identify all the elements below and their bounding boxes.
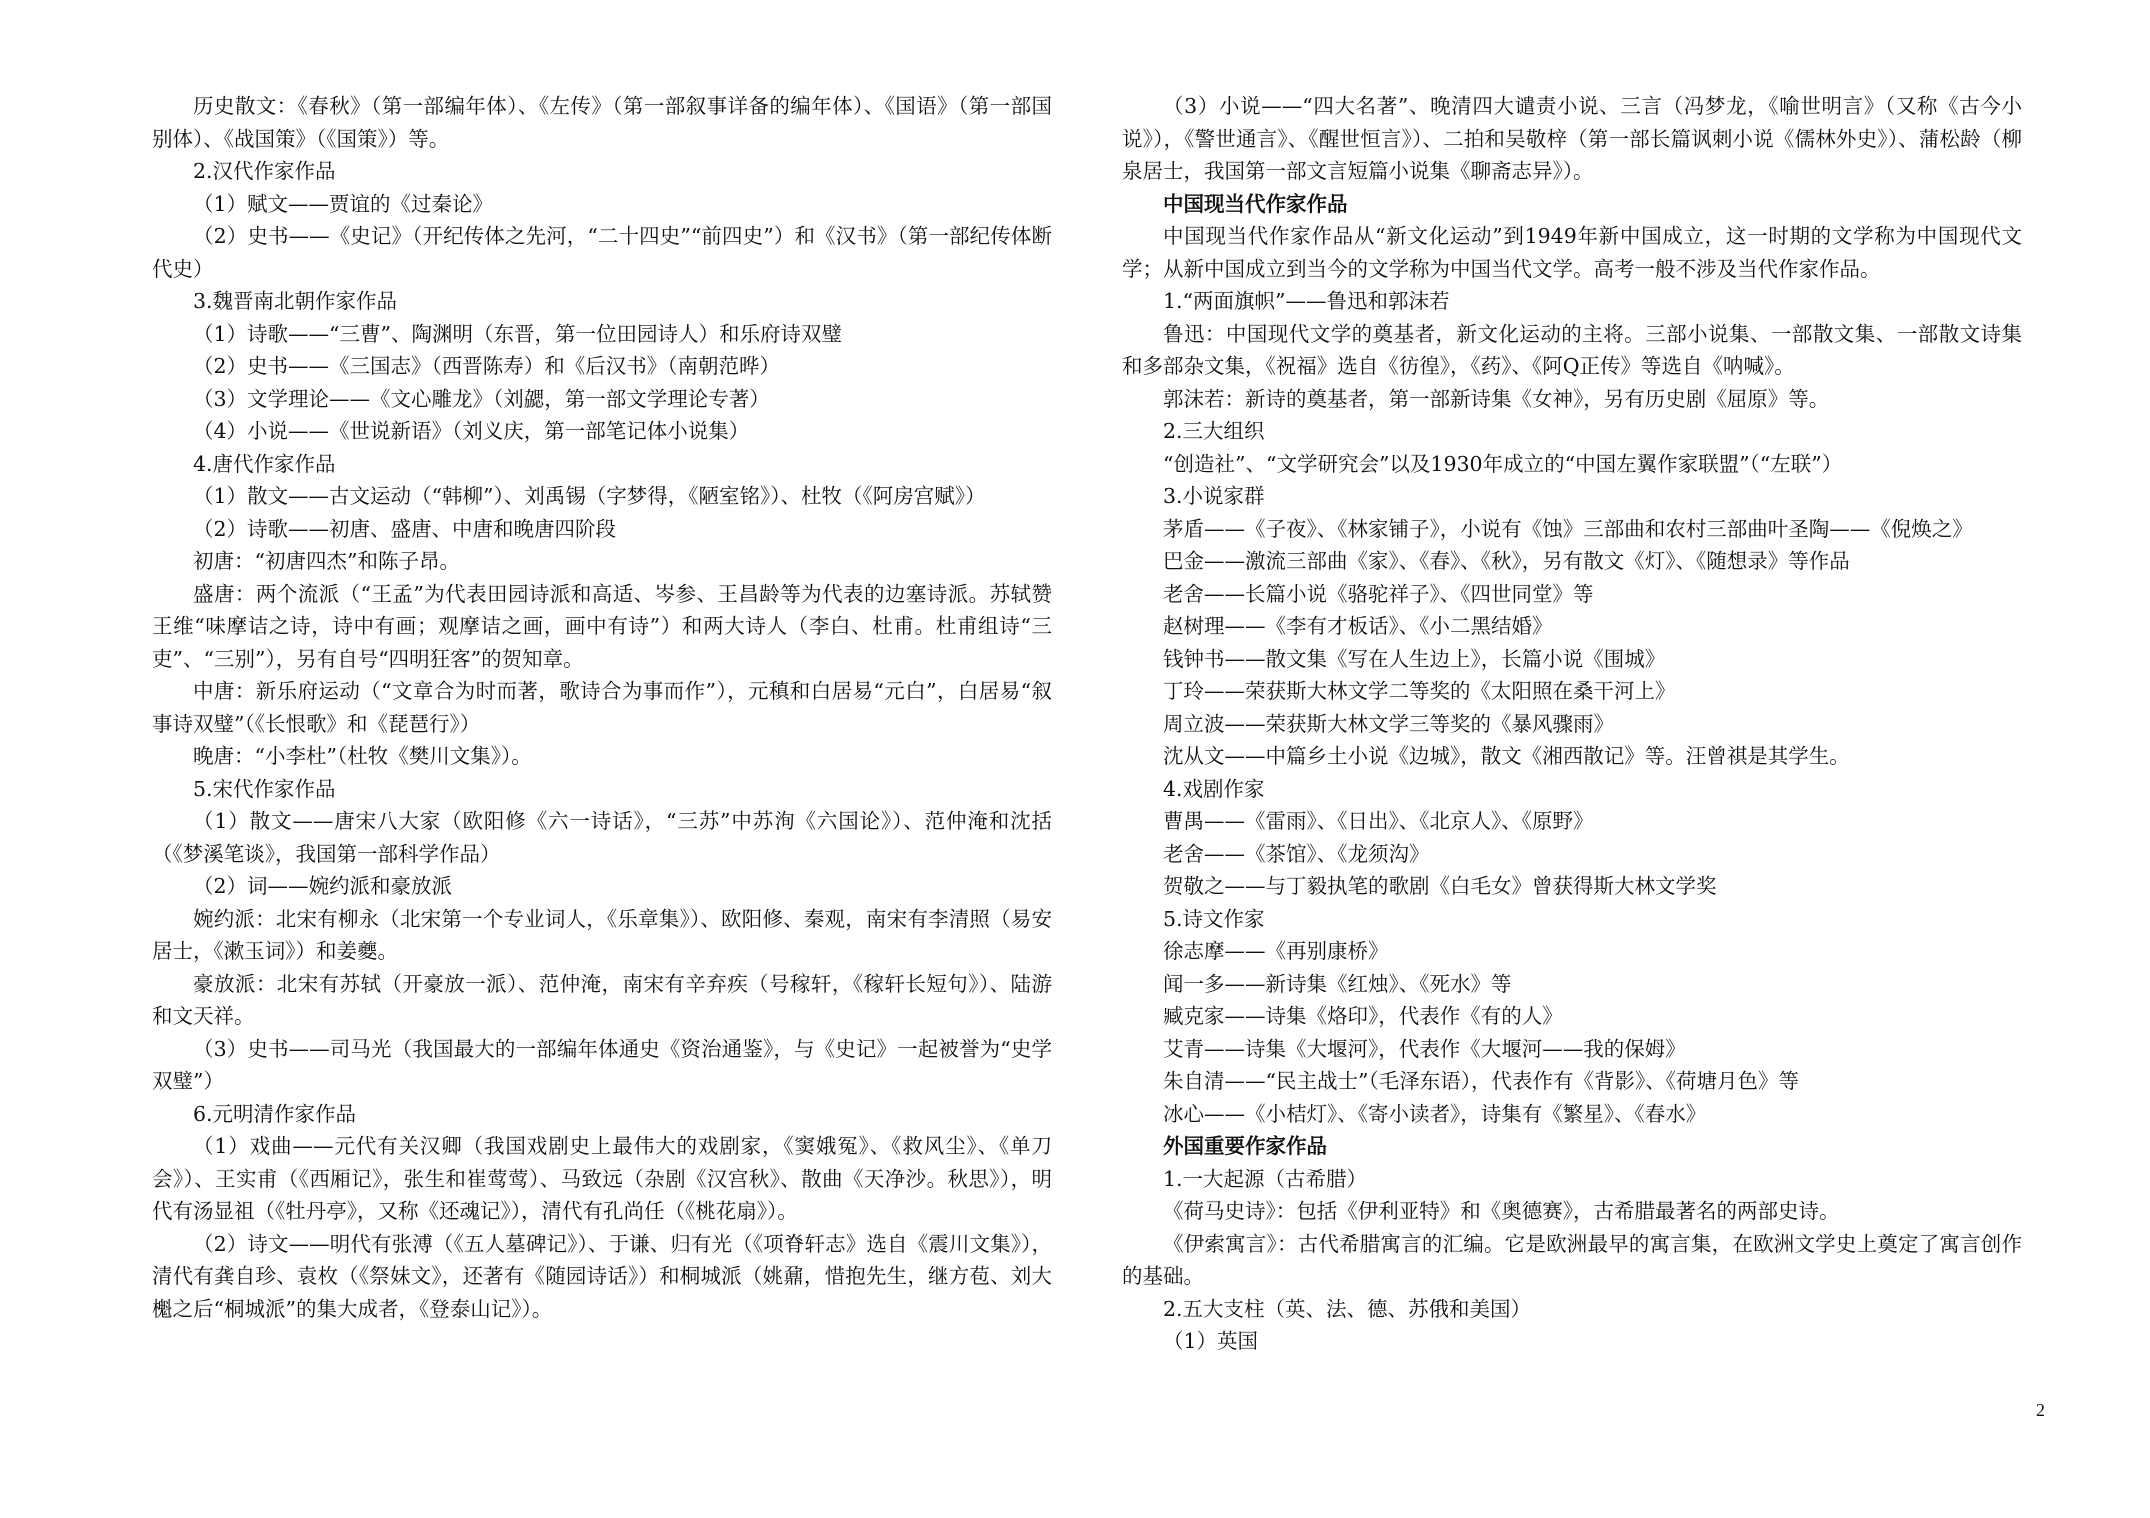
paragraph: （2）词——婉约派和豪放派: [193, 874, 453, 898]
paragraph: （3）史书——司马光（我国最大的一部编年体通史《资治通鉴》，与《史记》一起被誉为“史学双璧”）: [152, 1036, 1052, 1093]
paragraph: 4.戏剧作家: [1163, 776, 1265, 801]
paragraph: 艾青——诗集《大堰河》，代表作《大堰河——我的保姆》: [1163, 1036, 1686, 1061]
section-heading: 中国现当代作家作品: [1163, 191, 1348, 216]
paragraph: 2.汉代作家作品: [193, 159, 336, 183]
paragraph: （2）史书——《史记》（开纪传体之先河，“二十四史”“前四史”）和《汉书》（第一部纪传体断代史）: [152, 224, 1052, 281]
paragraph: 臧克家——诗集《烙印》，代表作《有的人》: [1163, 1004, 1563, 1028]
paragraph: 郭沫若：新诗的奠基者，第一部新诗集《女神》，另有历史剧《屈原》等。: [1163, 386, 1830, 411]
paragraph: 1.一大起源（古希腊）: [1163, 1166, 1368, 1191]
paragraph: 2.五大支柱（英、法、德、苏俄和美国）: [1163, 1296, 1532, 1321]
paragraph: 朱自清——“民主战士”（毛泽东语），代表作有《背影》、《荷塘月色》等: [1163, 1069, 1799, 1093]
paragraph: （1）赋文——贾谊的《过秦论》: [193, 191, 494, 216]
paragraph: 初唐：“初唐四杰”和陈子昂。: [193, 549, 460, 573]
paragraph: 曹禺——《雷雨》、《日出》、《北京人》、《原野》: [1163, 809, 1594, 833]
paragraph: 老舍——长篇小说《骆驼祥子》、《四世同堂》等: [1163, 581, 1594, 606]
paragraph: 老舍——《茶馆》、《龙须沟》: [1163, 841, 1430, 866]
paragraph: 丁玲——荣获斯大林文学二等奖的《太阳照在桑干河上》: [1163, 679, 1676, 703]
paragraph: 盛唐：两个流派（“王孟”为代表田园诗派和高适、岑参、王昌龄等为代表的边塞诗派。苏轼赞王维“味摩诘之诗，诗中有画；观摩诘之画，画中有诗”）和两大诗人（李白、杜甫。杜甫组诗“三吏”、“三别”），另有自号“四明狂客”的贺知章。: [152, 581, 1052, 671]
paragraph: 历史散文：《春秋》（第一部编年体）、《左传》（第一部叙事详备的编年体）、《国语》（第一部国别体）、《战国策》（《国策》）等。: [152, 94, 1052, 151]
paragraph: 闻一多——新诗集《红烛》、《死水》等: [1163, 971, 1512, 996]
paragraph: 5.宋代作家作品: [193, 776, 336, 801]
page-number: 2: [2036, 1400, 2045, 1420]
paragraph: 贺敬之——与丁毅执笔的歌剧《白毛女》曾获得斯大林文学奖: [1163, 874, 1717, 898]
paragraph: （1）散文——古文运动（“韩柳”）、刘禹锡（字梦得，《陋室铭》）、杜牧（《阿房宫赋》）: [193, 484, 986, 508]
paragraph: 2.三大组织: [1163, 419, 1265, 443]
paragraph: 婉约派：北宋有柳永（北宋第一个专业词人，《乐章集》）、欧阳修、秦观，南宋有李清照（易安居士，《漱玉词》）和姜夔。: [152, 906, 1052, 963]
paragraph: 1.“两面旗帜”——鲁迅和郭沫若: [1163, 289, 1450, 313]
right-column: [1122, 90, 2022, 1358]
paragraph: （1）英国: [1163, 1329, 1259, 1353]
paragraph: 6.元明清作家作品: [193, 1101, 357, 1126]
paragraph: 《伊索寓言》：古代希腊寓言的汇编。它是欧洲最早的寓言集，在欧洲文学史上奠定了寓言创作的基础。: [1122, 1231, 2022, 1288]
paragraph: 5.诗文作家: [1163, 906, 1265, 931]
paragraph: 3.魏晋南北朝作家作品: [193, 289, 398, 313]
paragraph: （2）诗文——明代有张溥（《五人墓碑记》）、于谦、归有光（《项脊轩志》选自《震川文集》），清代有龚自珍、袁枚（《祭妹文》，还著有《随园诗话》）和桐城派（姚鼐，惜抱先生，继方苞、刘大櫆之后“桐城派”的集大成者，《登泰山记》）。: [152, 1231, 1052, 1321]
left-column: [152, 90, 1052, 1325]
section-heading: 外国重要作家作品: [1163, 1134, 1327, 1158]
paragraph: 沈从文——中篇乡土小说《边城》，散文《湘西散记》等。汪曾祺是其学生。: [1163, 744, 1850, 768]
paragraph: 冰心——《小桔灯》、《寄小读者》，诗集有《繁星》、《春水》: [1163, 1101, 1707, 1126]
paragraph: （1）戏曲——元代有关汉卿（我国戏剧史上最伟大的戏剧家，《窦娥冤》、《救风尘》、《单刀会》）、王实甫（《西厢记》，张生和崔莺莺）、马致远（杂剧《汉宫秋》、散曲《天净沙。秋思》），明代有汤显祖（《牡丹亭》，又称《还魂记》），清代有孔尚任（《桃花扇》）。: [152, 1134, 1052, 1223]
paragraph: （1）散文——唐宋八大家（欧阳修《六一诗话》，“三苏”中苏洵《六国论》）、范仲淹和沈括（《梦溪笔谈》，我国第一部科学作品）: [152, 809, 1052, 866]
paragraph: 豪放派：北宋有苏轼（开豪放一派）、范仲淹，南宋有辛弃疾（号稼轩，《稼轩长短句》）、陆游和文天祥。: [152, 971, 1052, 1028]
paragraph: 《荷马史诗》：包括《伊利亚特》和《奥德赛》，古希腊最著名的两部史诗。: [1163, 1199, 1840, 1223]
paragraph: （2）史书——《三国志》（西晋陈寿）和《后汉书》（南朝范晔）: [193, 354, 781, 378]
paragraph: 茅盾——《子夜》、《林家铺子》，小说有《蚀》三部曲和农村三部曲叶圣陶——《倪焕之》: [1163, 516, 1973, 541]
paragraph: 晚唐：“小李杜”（杜牧《樊川文集》）。: [193, 744, 532, 768]
paragraph: 赵树理——《李有才板话》、《小二黑结婚》: [1163, 614, 1553, 638]
paragraph: 4.唐代作家作品: [193, 451, 336, 476]
paragraph: 钱钟书——散文集《写在人生边上》，长篇小说《围城》: [1163, 646, 1666, 671]
paragraph: 鲁迅：中国现代文学的奠基者，新文化运动的主将。三部小说集、一部散文集、一部散文诗集和多部杂文集，《祝福》选自《彷徨》，《药》、《阿Q正传》等选自《呐喊》。: [1122, 321, 2022, 378]
paragraph: 3.小说家群: [1163, 484, 1265, 508]
paragraph: （2）诗歌——初唐、盛唐、中唐和晚唐四阶段: [193, 516, 617, 541]
paragraph: 徐志摩——《再别康桥》: [1163, 939, 1389, 963]
paragraph: （4）小说——《世说新语》（刘义庆，第一部笔记体小说集）: [193, 419, 750, 443]
paragraph: 巴金——激流三部曲《家》、《春》、《秋》，另有散文《灯》、《随想录》等作品: [1163, 549, 1850, 573]
paragraph: “创造社”、“文学研究会”以及1930年成立的“中国左翼作家联盟”（“左联”）: [1163, 451, 1843, 476]
paragraph: 周立波——荣获斯大林文学三等奖的《暴风骤雨》: [1163, 711, 1614, 736]
paragraph: 中唐：新乐府运动（“文章合为时而著，歌诗合为事而作”），元稹和白居易“元白”，白居易“叙事诗双璧”（《长恨歌》和《琵琶行》）: [152, 679, 1052, 736]
paragraph: （3）小说——“四大名著”、晚清四大谴责小说、三言（冯梦龙，《喻世明言》（又称《古今小说》），《警世通言》、《醒世恒言》）、二拍和吴敬梓（第一部长篇讽刺小说《儒林外史》）、蒲松龄（柳泉居士，我国第一部文言短篇小说集《聊斋志异》）。: [1122, 94, 2022, 183]
paragraph: （1）诗歌——“三曹”、陶渊明（东晋，第一位田园诗人）和乐府诗双璧: [193, 321, 843, 346]
paragraph: 中国现当代作家作品从“新文化运动”到1949年新中国成立，这一时期的文学称为中国现代文学；从新中国成立到当今的文学称为中国当代文学。高考一般不涉及当代作家作品。: [1122, 224, 2022, 281]
paragraph: （3）文学理论——《文心雕龙》（刘勰，第一部文学理论专著）: [193, 386, 770, 411]
